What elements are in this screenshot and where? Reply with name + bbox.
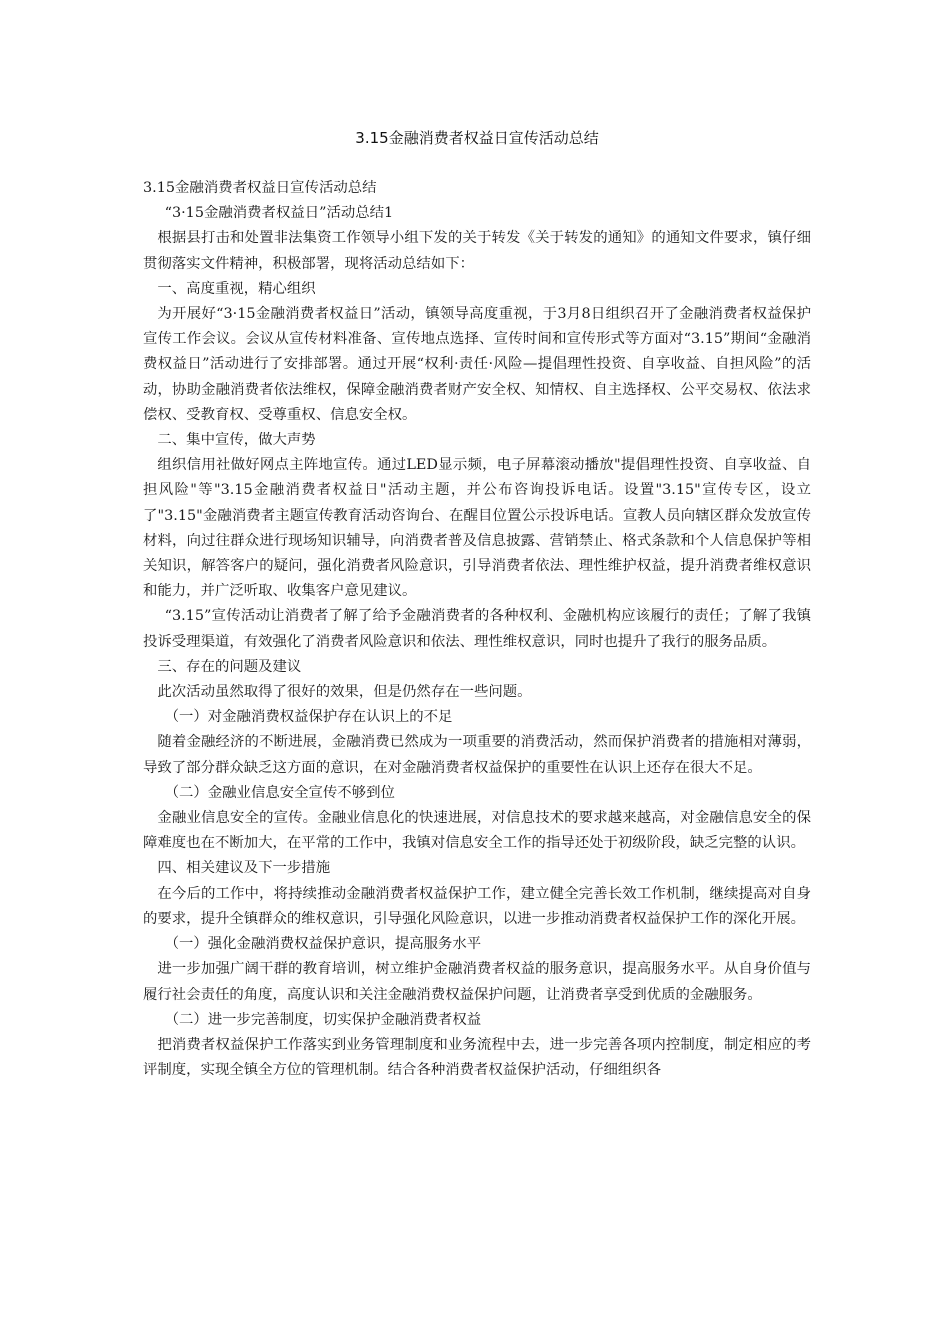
document-body [143,176,811,1083]
paragraph: 组织信用社做好网点主阵地宣传。通过LED显示频，电子屏幕滚动播放"提倡理性投资、自享收益、自担风险"等"3.15金融消费者权益日"活动主题，并公布咨询投诉电话。设置"3.15"宣传专区，设立了"3.15"金融消费者主题宣传教育活动咨询台、在醒目位置公示投诉电话。宣教人员向辖区群众发放宣传材料，向过往群众进行现场知识辅导，向消费者普及信息披露、营销禁止、格式条款和个人信息保护等相关知识，解答客户的疑问，强化消费者风险意识，引导消费者依法、理性维护权益，提升消费者维权意识和能力，并广泛听取、收集客户意见建议。 [143,457,811,600]
section-heading: 二、集中宣传，做大声势 [157,432,316,449]
subsection-heading: （二）金融业信息安全宣传不够到位 [164,784,395,801]
paragraph: 在今后的工作中，将持续推动金融消费者权益保护工作，建立健全完善长效工作机制，继续提高对自身的要求，提升全镇群众的维权意识，引导强化风险意识，以进一步推动消费者权益保护工作的深化开展。 [143,885,811,927]
section-heading: 四、相关建议及下一步措施 [157,860,331,877]
subsection-heading: （二）进一步完善制度，切实保护金融消费者权益 [164,1011,482,1028]
paragraph: “3·15金融消费者权益日”活动总结1 [164,205,394,222]
subsection-heading: （一）强化金融消费权益保护意识，提高服务水平 [164,936,482,953]
paragraph: 金融业信息安全的宣传。金融业信息化的快速进展，对信息技术的要求越来越高，对金融信息安全的保障难度也在不断加大，在平常的工作中，我镇对信息安全工作的指导还处于初级阶段，缺乏完整的认识。 [143,810,811,852]
paragraph: 把消费者权益保护工作落实到业务管理制度和业务流程中去，进一步完善各项内控制度，制定相应的考评制度，实现全镇全方位的管理机制。结合各种消费者权益保护活动，仔细组织各 [143,1036,811,1079]
paragraph: 进一步加强广阔干群的教育培训，树立维护金融消费者权益的服务意识，提高服务水平。从自身价值与履行社会责任的角度，高度认识和关注金融消费权益保护问题，让消费者享受到优质的金融服务。 [143,961,811,1003]
section-heading: 三、存在的问题及建议 [157,658,302,675]
paragraph: 为开展好“3·15金融消费者权益日”活动，镇领导高度重视，于3月8日组织召开了金融消费者权益保护宣传工作会议。会议从宣传材料准备、宣传地点选择、宣传时间和宣传形式等方面对“3.15”期间“金融消费权益日”活动进行了安排部署。通过开展“权利·责任·风险—提倡理性投资、自享收益、自担风险”的活动，协助金融消费者依法维权，保障金融消费者财产安全权、知情权、自主选择权、公平交易权、依法求偿权、受教育权、受尊重权、信息安全权。 [143,306,811,423]
paragraph: 随着金融经济的不断进展，金融消费已然成为一项重要的消费活动，然而保护消费者的措施相对薄弱，导致了部分群众缺乏这方面的意识，在对金融消费者权益保护的重要性在认识上还存在很大不足。 [143,734,811,776]
paragraph: “3.15”宣传活动让消费者了解了给予金融消费者的各种权利、金融机构应该履行的责任；了解了我镇投诉受理渠道，有效强化了消费者风险意识和依法、理性维权意识，同时也提升了我行的服务品质。 [143,608,811,650]
paragraph: 根据县打击和处置非法集资工作领导小组下发的关于转发《关于转发的通知》的通知文件要求，镇仔细贯彻落实文件精神，积极部署，现将活动总结如下： [143,230,811,272]
section-heading: 一、高度重视，精心组织 [157,280,316,297]
paragraph: 3.15金融消费者权益日宣传活动总结 [143,180,377,196]
document-title: 3.15金融消费者权益日宣传活动总结 [355,129,599,147]
subsection-heading: （一）对金融消费权益保护存在认识上的不足 [164,709,453,726]
paragraph: 此次活动虽然取得了很好的效果，但是仍然存在一些问题。 [157,684,532,701]
